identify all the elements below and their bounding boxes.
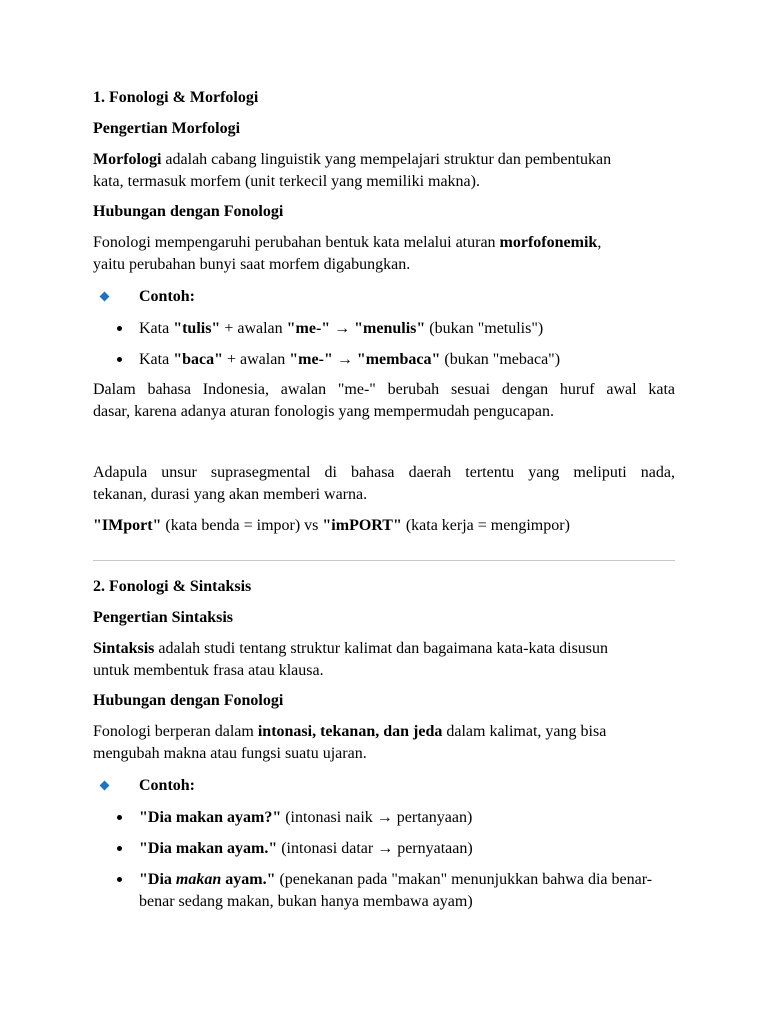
import-verb-note: (kata kerja = mengimpor) [401, 517, 570, 534]
diamond-bullet-icon [100, 292, 110, 302]
suprasegmental-paragraph-line2: tekanan, durasi yang akan memberi warna. [93, 486, 368, 503]
subheading-hubungan-fonologi: Hubungan dengan Fonologi [93, 203, 284, 220]
example-note: (penekanan pada "makan" menunjukkan bahwa dia benar-benar sedang makan, bukan hanya membawa ayam) [139, 871, 653, 910]
definition-text: adalah studi tentang struktur kalimat dan bagaimana kata-kata disusun [154, 640, 609, 657]
example-text: Kata [139, 351, 174, 368]
relation-text-c: dalam kalimat, yang bisa [442, 723, 607, 740]
import-example [93, 515, 675, 537]
example-sentence-part: "Dia [139, 871, 176, 888]
bullet-dot-icon [117, 877, 122, 882]
list-item-example-baca [139, 349, 560, 371]
explanation-paragraph-line1: Dalam bahasa Indonesia, awalan "me-" berubah sesuai dengan huruf awal kata [93, 381, 675, 398]
list-item-intonasi-datar [139, 838, 473, 860]
example-note: (intonasi datar → pernyataan) [277, 840, 473, 857]
list-item-penekanan [139, 869, 675, 913]
relation-text-a: Fonologi berperan dalam [93, 723, 258, 740]
example-prefix: "me-" [286, 320, 331, 337]
example-word: "tulis" [173, 320, 221, 337]
relation-paragraph-2-line1 [93, 721, 675, 743]
section-heading-fonologi-sintaksis: 2. Fonologi & Sintaksis [93, 578, 252, 595]
list-item-example-tulis [139, 318, 543, 340]
definition-morfologi-line2: kata, termasuk morfem (unit terkecil yang memiliki makna). [93, 173, 480, 190]
section-divider [93, 560, 675, 561]
example-text: Kata [139, 320, 174, 337]
explanation-paragraph-line2: dasar, karena adanya aturan fonologis yang mempermudah pengucapan. [93, 403, 554, 420]
subheading-pengertian-morfologi: Pengertian Morfologi [93, 120, 241, 137]
definition-text: adalah cabang linguistik yang mempelajari struktur dan pembentukan [161, 151, 612, 168]
import-noun: "IMport" [93, 517, 162, 534]
list-item-intonasi-naik [139, 807, 472, 829]
arrow-text: → [332, 351, 357, 368]
example-note: (bukan "mebaca") [440, 351, 561, 368]
example-word: "baca" [173, 351, 223, 368]
example-note: (bukan "metulis") [425, 320, 544, 337]
term-morfofonemik: morfofonemik [499, 234, 598, 251]
emphasized-word: makan [175, 871, 222, 888]
term-morfologi: Morfologi [93, 151, 162, 168]
example-result: "menulis" [354, 320, 426, 337]
relation-paragraph-line2: yaitu perubahan bunyi saat morfem digabungkan. [93, 256, 411, 273]
example-sentence [139, 871, 275, 888]
bullet-dot-icon [117, 815, 122, 820]
example-sentence: "Dia makan ayam." [139, 840, 278, 857]
definition-sintaksis-line1 [93, 638, 675, 660]
bullet-dot-icon [117, 326, 122, 331]
example-prefix: "me-" [289, 351, 333, 368]
import-verb: "imPORT" [322, 517, 402, 534]
example-sentence-part: ayam." [221, 871, 276, 888]
suprasegmental-paragraph-line1: Adapula unsur suprasegmental di bahasa daerah tertentu yang meliputi nada, [93, 464, 675, 481]
import-noun-note: (kata benda = impor) vs [161, 517, 323, 534]
example-text: + awalan [222, 351, 290, 368]
section-heading-fonologi-morfologi: 1. Fonologi & Morfologi [93, 89, 259, 106]
relation-text-a: Fonologi mempengaruhi perubahan bentuk kata melalui aturan [93, 234, 500, 251]
example-result: "membaca" [356, 351, 441, 368]
example-note: (intonasi naik → pertanyaan) [281, 809, 473, 826]
subheading-pengertian-sintaksis: Pengertian Sintaksis [93, 609, 234, 626]
example-sentence: "Dia makan ayam?" [139, 809, 282, 826]
relation-text-c: , [597, 234, 602, 251]
example-label-2: Contoh: [139, 777, 196, 794]
diamond-bullet-icon [100, 781, 110, 791]
subheading-hubungan-fonologi-2: Hubungan dengan Fonologi [93, 692, 284, 709]
term-intonasi-tekanan-jeda: intonasi, tekanan, dan jeda [257, 723, 443, 740]
arrow-text: → [330, 320, 355, 337]
definition-sintaksis-line2: untuk membentuk frasa atau klausa. [93, 662, 324, 679]
relation-paragraph-2-line2: mengubah makna atau fungsi suatu ujaran. [93, 745, 367, 762]
example-label: Contoh: [139, 288, 196, 305]
example-text: + awalan [220, 320, 287, 337]
bullet-dot-icon [117, 846, 122, 851]
bullet-dot-icon [117, 357, 122, 362]
relation-paragraph-line1 [93, 232, 675, 254]
definition-morfologi-line1 [93, 149, 675, 171]
term-sintaksis: Sintaksis [93, 640, 155, 657]
